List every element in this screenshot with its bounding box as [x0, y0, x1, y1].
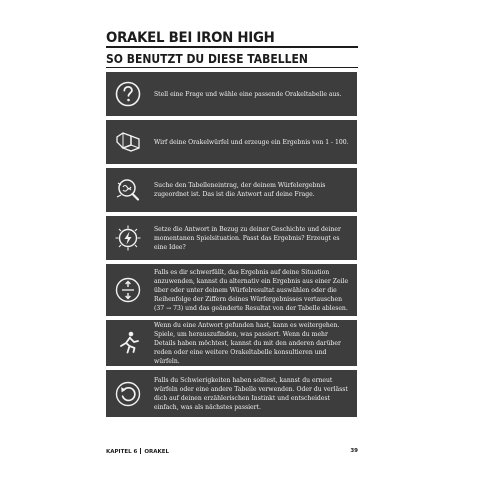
instruction-text-6: Wenn du eine Antwort gefunden hast, kann es weitergehen. Spiele, um herauszufinden, was passiert. Wenn du mehr Details haben möchtest, kannst du mit den anderen darüber reden oder eine weitere Orakeltabelle konsultieren und würfeln. — [154, 321, 341, 365]
idea-bolt-icon — [106, 223, 150, 253]
footer-separator — [140, 448, 141, 454]
chapter-label: KAPITEL 6 — [106, 449, 138, 455]
section-label: ORAKEL — [144, 449, 170, 455]
footer-chapter — [106, 448, 169, 455]
instruction-row-3 — [106, 168, 357, 212]
up-down-arrows-icon — [106, 275, 150, 305]
page-number: 39 — [350, 448, 358, 454]
instruction-text-3: Suche den Tabelleneintrag, der deinem Würfelergebnis zugeordnet ist. Das ist die Antwort auf deine Frage. — [154, 182, 326, 198]
search-brain-icon — [106, 175, 150, 205]
question-icon — [106, 79, 150, 109]
title-rule — [106, 46, 358, 48]
subtitle-rule — [106, 67, 358, 68]
running-figure-icon — [106, 328, 150, 358]
instruction-text-4: Setze die Antwort in Bezug zu deiner Geschichte und deiner momentanen Spielsituation. Passt das Ergebnis? Erzeugt es eine Idee? — [154, 225, 341, 251]
instruction-text-7: Falls du Schwierigkeiten haben solltest, kannst du erneut würfeln oder eine andere Tabelle verwenden. Oder du verlässt dich auf deinen erzählerischen Instinkt und entscheidest einfach, was als nächstes passiert. — [154, 376, 348, 411]
instruction-row-6 — [106, 320, 357, 366]
instruction-row-4 — [106, 216, 357, 260]
dice-icon — [106, 127, 150, 157]
instruction-row-2 — [106, 120, 357, 164]
instruction-row-1 — [106, 72, 357, 116]
instruction-text-2: Wirf deine Orakelwürfel und erzeuge ein Ergebnis von 1 - 100. — [154, 138, 349, 146]
page-title: ORAKEL BEI IRON HIGH — [106, 30, 275, 46]
instruction-row-5 — [106, 264, 357, 316]
page-subtitle: SO BENUTZT DU DIESE TABELLEN — [106, 52, 308, 66]
instruction-text-5: Falls es dir schwerfällt, das Ergebnis auf deine Situation anzuwenden, kannst du alternativ ein Ergebnis aus einer Zeile über oder unter deinem Würfelresultat auswählen oder die Reihenfolge der Ziffern deines Würfergebnisses vertauschen (37 → 73) und das geänderte Resultat von der Tabelle ablesen. — [154, 268, 349, 312]
restart-icon — [106, 379, 150, 409]
instruction-text-1: Stell eine Frage und wähle eine passende Orakeltabelle aus. — [154, 90, 342, 98]
page-footer — [106, 448, 358, 458]
instruction-list — [106, 72, 357, 421]
instruction-row-7 — [106, 370, 357, 417]
